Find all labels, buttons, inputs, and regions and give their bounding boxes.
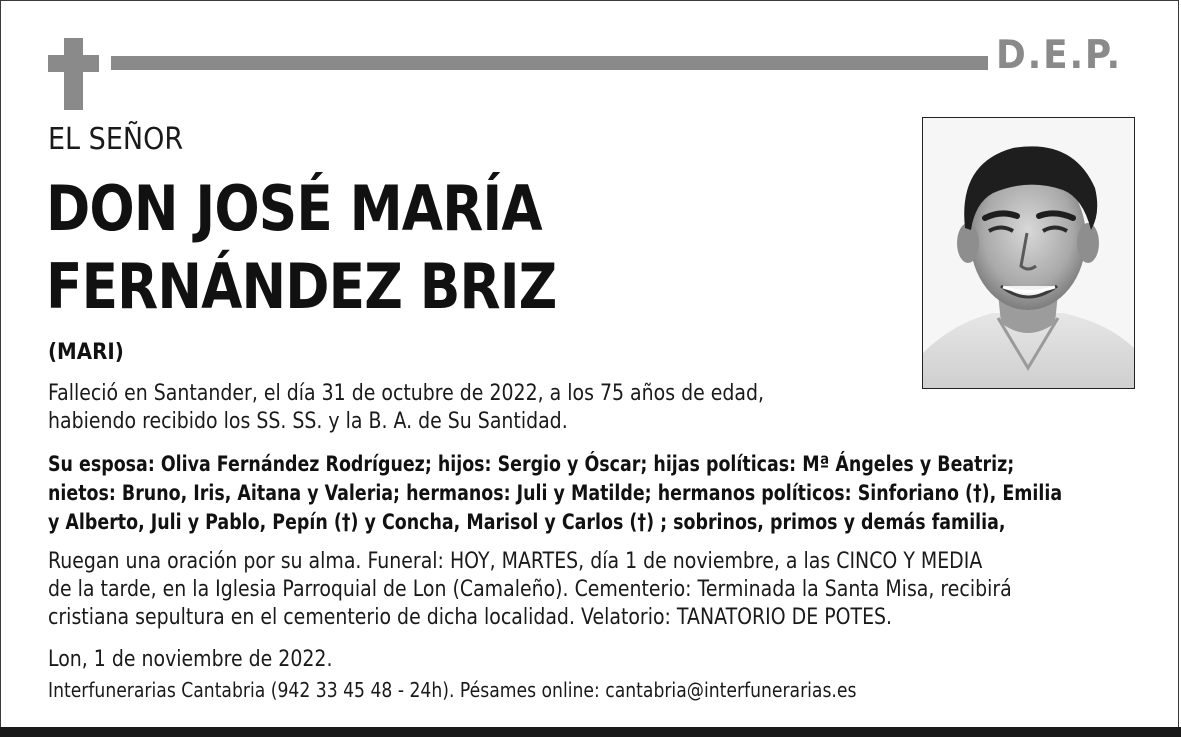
alias: (MARI): [48, 340, 124, 365]
funeral-details: [48, 548, 1012, 632]
family-line: y Alberto, Juli y Pablo, Pepín (†) y Concha, Marisol y Carlos (†) ; sobrinos, primos y demás familia,: [48, 510, 1006, 534]
deceased-name: [46, 170, 556, 326]
family-list: [48, 450, 1062, 537]
bottom-border: [0, 727, 1181, 737]
dep-label: D.E.P.: [996, 33, 1122, 78]
family-line: nietos: Bruno, Iris, Aitana y Valeria; hermanos: Juli y Matilde; hermanos políticos: Sinforiano (†), Emilia: [48, 481, 1063, 505]
honorific: EL SEÑOR: [48, 122, 184, 157]
death-notice-line: Falleció en Santander, el día 31 de octubre de 2022, a los 75 años de edad,: [48, 381, 765, 406]
funeral-line: cristiana sepultura en el cementerio de dicha localidad. Velatorio: TANATORIO DE POTES.: [48, 605, 893, 630]
portrait-photo: [922, 117, 1135, 389]
name-line-2: FERNÁNDEZ BRIZ: [46, 250, 557, 323]
death-notice-line: habiendo recibido los SS. SS. y la B. A. de Su Santidad.: [48, 409, 568, 434]
death-notice: [48, 380, 764, 436]
place-date: Lon, 1 de noviembre de 2022.: [48, 647, 333, 672]
name-line-1: DON JOSÉ MARÍA: [46, 172, 542, 245]
funeral-line: Ruegan una oración por su alma. Funeral: HOY, MARTES, día 1 de noviembre, a las CINCO Y MEDIA: [48, 549, 983, 574]
funeral-home-contact: Interfunerarias Cantabria (942 33 45 48 - 24h). Pésames online: cantabria@interfunerarias.es: [48, 678, 857, 702]
family-line: Su esposa: Oliva Fernández Rodríguez; hijos: Sergio y Óscar; hijas políticas: Mª Ángeles y Beatriz;: [48, 452, 1015, 476]
funeral-line: de la tarde, en la Iglesia Parroquial de Lon (Camaleño). Cementerio: Terminada la Santa Misa, recibirá: [48, 577, 1012, 602]
header-rule: [111, 56, 988, 70]
